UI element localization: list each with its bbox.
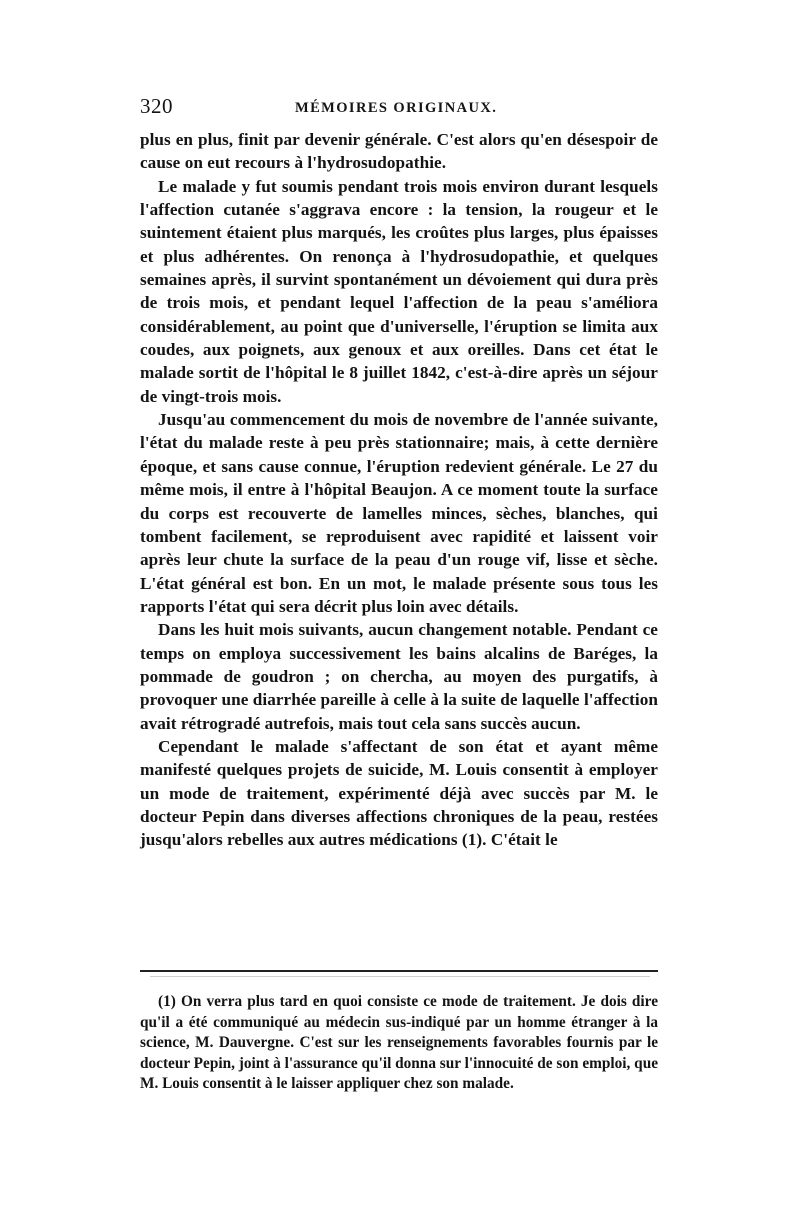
divider-rule xyxy=(140,970,658,972)
footnote-text: (1) On verra plus tard en quoi consiste ce mode de traitement. Je dois dire qu'il a été communiqué au médecin sus-indiqué par un homme étranger à la science, M. Dauvergne. C'est sur les renseignements favorables fournis par le docteur Pepin, joint à l'assurance qu'il donna sur l'innocuité de son emploi, que M. Louis consentit à le laisser appliquer chez son malade. xyxy=(140,993,658,1093)
paragraph-continuation: plus en plus, finit par devenir générale. C'est alors qu'en désespoir de cause on eut recours à l'hydrosudopathie. xyxy=(140,130,658,173)
footnote-divider xyxy=(140,970,658,978)
paragraph-november-relapse: Jusqu'au commencement du mois de novembre de l'année suivante, l'état du malade reste à peu près stationnaire; mais, à cette dernière époque, et sans cause connue, l'éruption redevient générale. Le 27 du même mois, il entre à l'hôpital Beaujon. A ce moment toute la surface du corps est recouverte de lamelles minces, sèches, blanches, qui tombent facilement, se reproduisent avec rapidité et laissent voir après leur chute la surface de la peau d'un rouge vif, lisse et sèche. L'état général est bon. En un mot, le malade présente sous tous les rapports l'état qui sera décrit plus loin avec détails. xyxy=(140,410,658,616)
paragraph-hydrosudopathy: Le malade y fut soumis pendant trois mois environ durant lesquels l'affection cutanée s'aggrava encore : la tension, la rougeur et le suintement étaient plus marqués, les croûtes plus larges, plus épaisses et plus adhérentes. On renonça à l'hydrosudopathie, et quelques semaines après, il survint spontanément un dévoiement qui dura près de trois mois, et pendant lequel l'affection de la peau s'améliora considérablement, au point que d'universelle, l'éruption se limita aux coudes, aux poignets, aux genoux et aux oreilles. Dans cet état le malade sortit de l'hôpital le 8 juillet 1842, c'est-à-dire après un séjour de vingt-trois mois. xyxy=(140,176,658,406)
document-page xyxy=(140,90,658,1150)
paragraph-eight-months: Dans les huit mois suivants, aucun changement notable. Pendant ce temps on employa successivement les bains alcalins de Baréges, la pommade de goudron ; on chercha, au moyen des purgatifs, à provoquer une diarrhée pareille à celle à la suite de laquelle l'affection avait rétrogradé autrefois, mais tout cela sans succès aucun. xyxy=(140,620,658,733)
running-title: MÉMOIRES ORIGINAUX. xyxy=(295,100,498,116)
divider-bleed-through xyxy=(150,976,650,977)
page-number: 320 xyxy=(140,94,173,118)
paragraph-new-treatment: Cependant le malade s'affectant de son état et ayant même manifesté quelques projets de suicide, M. Louis consentit à employer un mode de traitement, expérimenté déjà avec succès par M. le docteur Pepin dans diverses affections chroniques de la peau, restées jusqu'alors rebelles aux autres médications (1). C'était le xyxy=(140,736,658,850)
running-header xyxy=(140,90,658,120)
body-text xyxy=(140,128,658,852)
footnote xyxy=(140,992,658,1095)
